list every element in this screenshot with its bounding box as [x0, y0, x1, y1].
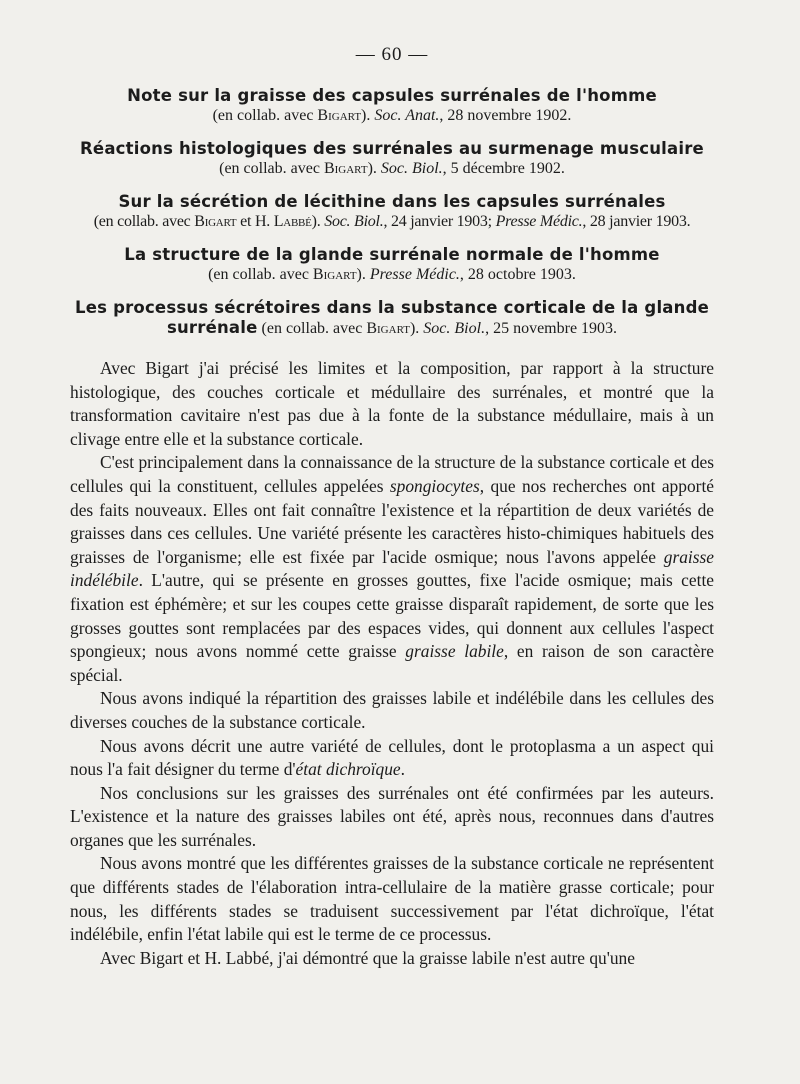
author-name: Bigart — [317, 107, 362, 124]
paragraph-3: Nous avons indiqué la répartition des graisses labile et indélébile dans les cellules des diverses couches de la substance corticale. — [70, 688, 714, 732]
author-name: Bigart — [323, 160, 368, 177]
author-name: Bigart — [312, 266, 357, 283]
reference-3 — [70, 192, 714, 232]
reference-4 — [70, 245, 714, 285]
term-graisse-labile: graisse labile — [405, 641, 504, 662]
reference-title: La structure de la glande surrénale normale de l'homme — [124, 245, 660, 264]
term-graisse-indelebile: graisse indélébile — [70, 546, 714, 591]
journal-name: Presse Médic. — [369, 266, 460, 283]
reference-title: Réactions histologiques des surrénales au surmenage musculaire — [80, 139, 704, 158]
reference-detail: (en collab. avec Bigart et H. Labbé). Soc. Biol., 24 janvier 1903; Presse Médic., 28 janvier 1903. — [93, 213, 691, 230]
term-etat-dichroique: état dichroïque — [295, 759, 401, 780]
body-text — [70, 357, 714, 970]
reference-title: Note sur la graisse des capsules surrénales de l'homme — [127, 86, 657, 105]
reference-1 — [70, 86, 714, 126]
journal-name: Soc. Biol. — [324, 213, 384, 230]
journal-name: Soc. Biol. — [380, 160, 443, 177]
term-spongiocytes: spongiocytes — [389, 475, 480, 496]
journal-name: Soc. Anat. — [374, 107, 440, 124]
reference-detail: (en collab. avec Bigart). Soc. Anat., 28 novembre 1902. — [212, 107, 572, 124]
author-name: Bigart — [366, 320, 410, 337]
author-name: Labbé — [273, 213, 312, 230]
journal-name: Soc. Biol. — [423, 320, 486, 337]
reference-detail: (en collab. avec Bigart). Soc. Biol., 5 décembre 1902. — [219, 160, 565, 177]
journal-name: Presse Médic. — [495, 213, 583, 230]
author-name: Bigart — [194, 213, 237, 230]
reference-title-continued: surrénale — [166, 318, 258, 337]
reference-detail: (en collab. avec Bigart). Presse Médic., 28 octobre 1903. — [208, 266, 576, 283]
paragraph-1: Avec Bigart j'ai précisé les limites et la composition, par rapport à la structure histologique, des couches corticale et médullaire des surrénales, et montré que la transformation cavitaire n'est pas due à la fonte de la substance médullaire, mais à un clivage entre elle et la substance corticale. — [70, 358, 714, 449]
reference-2 — [70, 139, 714, 179]
reference-5 — [70, 298, 714, 339]
paragraph-4: Nous avons décrit une autre variété de cellules, dont le protoplasma a un aspect qui nous l'a fait désigner du terme d'état dichroïque. — [70, 735, 714, 780]
paragraph-6: Nous avons montré que les différentes graisses de la substance corticale ne représentent que différents stades de l'élaboration intra-cellulaire de la matière grasse corticale; pour nous, les différents stades se traduisent successivement par l'état dichroïque, l'état indélébile, enfin l'état labile qui est le terme de ce processus. — [70, 853, 714, 945]
page-number: — 60 — — [355, 44, 429, 65]
reference-title: Sur la sécrétion de lécithine dans les capsules surrénales — [118, 192, 666, 211]
paragraph-5: Nos conclusions sur les graisses des surrénales ont été confirmées par les auteurs. L'existence et la nature des graisses labiles ont été, après nous, reconnues dans d'autres organes que les surrénales. — [70, 782, 714, 850]
paragraph-7: Avec Bigart et H. Labbé, j'ai démontré que la graisse labile n'est autre qu'une — [100, 947, 635, 968]
reference-detail: surrénale (en collab. avec Bigart). Soc. Biol., 25 novembre 1903. — [166, 318, 618, 337]
paragraph-2: C'est principalement dans la connaissance de la structure de la substance corticale et des cellules qui la constituent, cellules appelées spongiocytes, que nos recherches ont apporté des faits nouveaux. Elles ont fait connaître l'existence et la répartition de deux variétés de graisses dans ces cellules. Une variété présente les caractères histo-chimiques habituels des graisses de l'organisme; elle est fixée par l'acide osmique; nous l'avons appelée graisse indélébile. L'autre, qui se présente en grosses gouttes, fixe l'acide osmique; mais cette fixation est éphémère; et sur les coupes cette graisse disparaît rapidement, de sorte que les grosses gouttes sont remplacées par des espaces vides, qui donnent aux cellules l'aspect spongieux; nous avons nommé cette graisse graisse labile, en raison de son caractère spécial. — [70, 452, 714, 685]
reference-title: Les processus sécrétoires dans la substance corticale de la glande — [75, 298, 709, 317]
